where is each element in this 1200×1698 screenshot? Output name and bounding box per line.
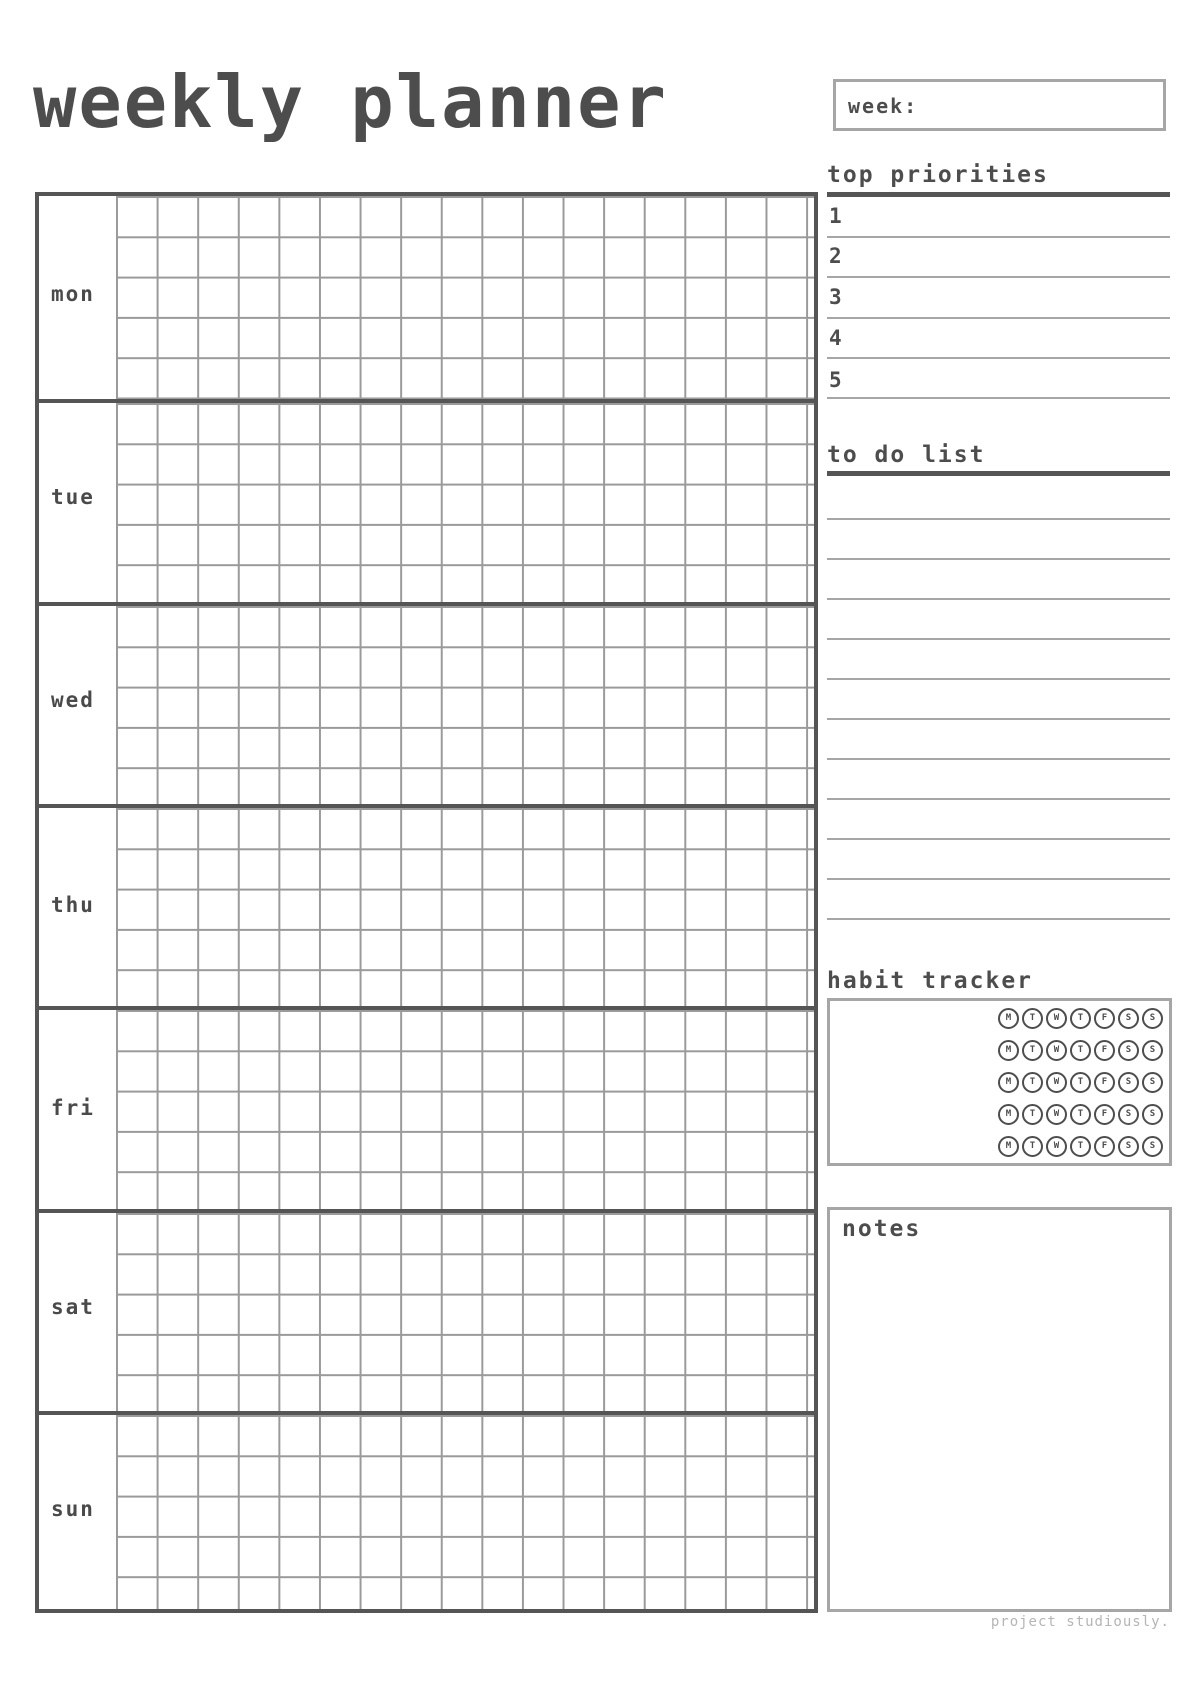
habit-checkbox[interactable]: W (1046, 1104, 1067, 1125)
page-title: weekly planner (33, 60, 668, 144)
habit-checkbox[interactable]: T (1070, 1008, 1091, 1029)
habit-checkbox[interactable]: S (1118, 1072, 1139, 1093)
day-row-wed (39, 606, 814, 804)
habit-checkbox[interactable]: T (1070, 1072, 1091, 1093)
todo-line[interactable] (827, 718, 1170, 720)
days-grid-frame (35, 192, 818, 1613)
todo-heading: to do list (827, 442, 986, 468)
habit-checkbox[interactable]: M (998, 1008, 1019, 1029)
todo-line[interactable] (827, 878, 1170, 880)
todo-line[interactable] (827, 558, 1170, 560)
day-row-fri (39, 1010, 814, 1209)
priority-line[interactable] (827, 357, 1170, 359)
day-grid-sun[interactable] (116, 1415, 814, 1609)
habit-tracker-box (827, 998, 1172, 1166)
habit-checkbox[interactable]: S (1118, 1136, 1139, 1157)
week-field[interactable] (833, 79, 1166, 131)
habit-checkbox[interactable]: S (1118, 1040, 1139, 1061)
day-row-tue (39, 403, 814, 602)
habit-row (998, 1104, 1163, 1125)
habit-checkbox[interactable]: F (1094, 1136, 1115, 1157)
week-label: week: (848, 94, 919, 118)
priority-line[interactable] (827, 236, 1170, 238)
habit-checkbox[interactable]: T (1070, 1040, 1091, 1061)
habit-checkbox[interactable]: W (1046, 1040, 1067, 1061)
day-grid-sat[interactable] (116, 1213, 814, 1411)
notes-heading: notes (842, 1216, 922, 1242)
habit-checkbox[interactable]: T (1022, 1072, 1043, 1093)
day-row-mon (39, 196, 814, 399)
habit-checkbox[interactable]: S (1142, 1104, 1163, 1125)
habit-checkbox[interactable]: W (1046, 1072, 1067, 1093)
todo-line[interactable] (827, 838, 1170, 840)
day-label-sat: sat (51, 1295, 95, 1319)
priority-number: 1 (829, 204, 842, 228)
todo-line[interactable] (827, 798, 1170, 800)
day-grid-thu[interactable] (116, 808, 814, 1006)
priority-line[interactable] (827, 317, 1170, 319)
day-label-fri: fri (51, 1096, 95, 1120)
day-label-tue: tue (51, 485, 95, 509)
priority-number: 3 (829, 285, 842, 309)
todo-line[interactable] (827, 638, 1170, 640)
day-label-thu: thu (51, 893, 95, 917)
day-label-mon: mon (51, 282, 95, 306)
footer-brand: project studiously. (990, 1614, 1170, 1630)
day-label-wed: wed (51, 688, 95, 712)
day-label-sun: sun (51, 1497, 95, 1521)
priority-number: 4 (829, 326, 842, 350)
day-row-thu (39, 808, 814, 1006)
habit-row (998, 1072, 1163, 1093)
habit-checkbox[interactable]: M (998, 1040, 1019, 1061)
priority-line[interactable] (827, 397, 1170, 399)
day-grid-mon[interactable] (116, 196, 814, 399)
habit-checkbox[interactable]: F (1094, 1072, 1115, 1093)
habit-tracker-heading: habit tracker (827, 968, 1034, 994)
habit-checkbox[interactable]: T (1070, 1104, 1091, 1125)
habit-checkbox[interactable]: T (1022, 1040, 1043, 1061)
todo-line[interactable] (827, 758, 1170, 760)
habit-checkbox[interactable]: M (998, 1072, 1019, 1093)
habit-checkbox[interactable]: T (1022, 1008, 1043, 1029)
notes-box[interactable] (827, 1207, 1172, 1612)
todo-line[interactable] (827, 518, 1170, 520)
habit-row (998, 1136, 1163, 1157)
habit-checkbox[interactable]: T (1070, 1136, 1091, 1157)
habit-checkbox[interactable]: F (1094, 1008, 1115, 1029)
day-grid-wed[interactable] (116, 606, 814, 804)
habit-checkbox[interactable]: S (1118, 1104, 1139, 1125)
habit-row (998, 1040, 1163, 1061)
todo-line[interactable] (827, 678, 1170, 680)
habit-checkbox[interactable]: S (1118, 1008, 1139, 1029)
priority-line[interactable] (827, 276, 1170, 278)
habit-checkbox[interactable]: S (1142, 1008, 1163, 1029)
habit-checkbox[interactable]: M (998, 1136, 1019, 1157)
todo-line[interactable] (827, 918, 1170, 920)
habit-row (998, 1008, 1163, 1029)
priority-number: 5 (829, 368, 842, 392)
day-row-sat (39, 1213, 814, 1411)
habit-checkbox[interactable]: M (998, 1104, 1019, 1125)
habit-checkbox[interactable]: T (1022, 1104, 1043, 1125)
habit-checkbox[interactable]: S (1142, 1072, 1163, 1093)
priority-number: 2 (829, 244, 842, 268)
day-row-sun (39, 1415, 814, 1609)
day-grid-tue[interactable] (116, 403, 814, 602)
habit-checkbox[interactable]: W (1046, 1008, 1067, 1029)
day-grid-fri[interactable] (116, 1010, 814, 1209)
habit-checkbox[interactable]: T (1022, 1136, 1043, 1157)
habit-checkbox[interactable]: F (1094, 1040, 1115, 1061)
top-priorities-heading: top priorities (827, 162, 1049, 188)
habit-checkbox[interactable]: W (1046, 1136, 1067, 1157)
todo-rule (827, 471, 1170, 476)
top-priorities-rule (827, 192, 1170, 197)
habit-checkbox[interactable]: S (1142, 1136, 1163, 1157)
habit-checkbox[interactable]: F (1094, 1104, 1115, 1125)
habit-checkbox[interactable]: S (1142, 1040, 1163, 1061)
todo-line[interactable] (827, 598, 1170, 600)
